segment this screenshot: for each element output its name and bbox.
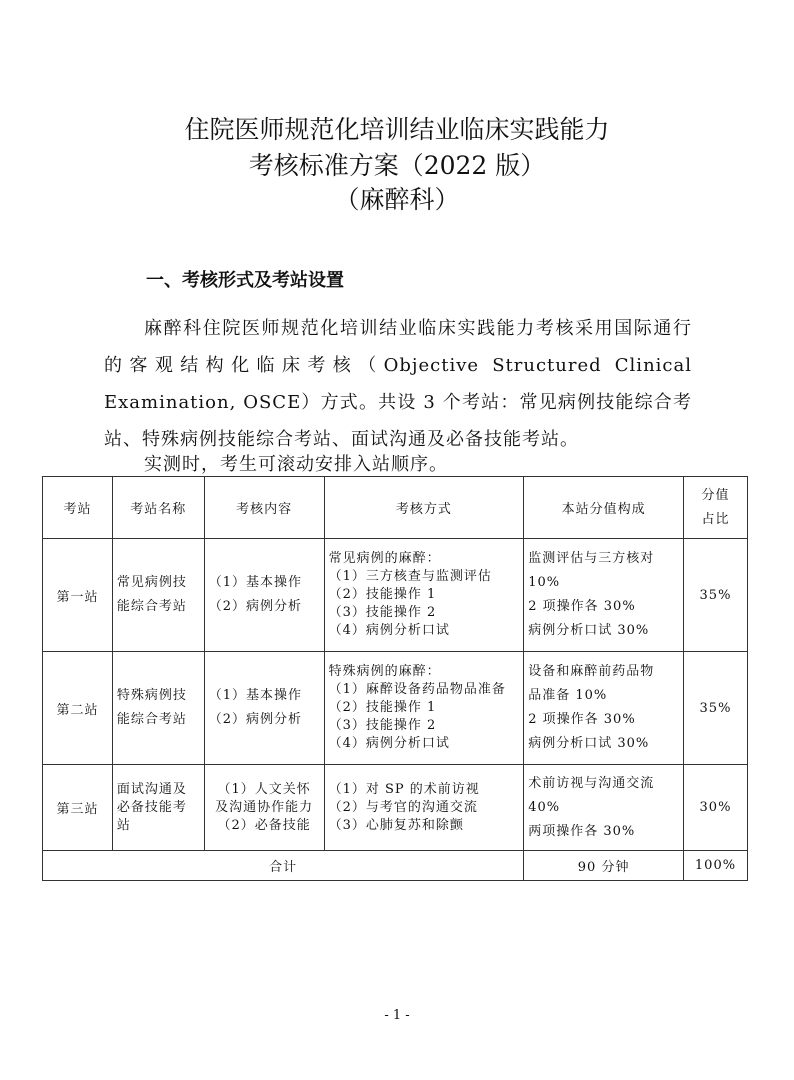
score-cell-line: 40% xyxy=(528,799,561,815)
score-cell-line: 设备和麻醉前药品物 xyxy=(528,664,655,679)
method-cell-line: （1）对 SP 的术前访视 xyxy=(328,781,480,797)
section-heading: 一、考核形式及考站设置 xyxy=(146,270,344,291)
header-method: 考核方式 xyxy=(324,477,524,539)
score-cell-line: 2 项操作各 30% xyxy=(528,712,636,727)
header-station-name: 考站名称 xyxy=(112,477,204,539)
document-title-line2: 考核标准方案（2022 版） xyxy=(248,151,546,180)
table-row xyxy=(43,539,748,652)
station-name-cell xyxy=(112,652,204,765)
content-cell-line: （1）人文关怀 xyxy=(217,781,311,797)
method-cell-line: 特殊病例的麻醉： xyxy=(328,664,441,679)
method-cell-line: 常见病例的麻醉： xyxy=(328,551,441,566)
score-cell xyxy=(524,652,684,765)
station-name-cell-line: 能综合考站 xyxy=(116,599,187,614)
content-cell-line: （2）必备技能 xyxy=(217,817,311,833)
station-cell: 第一站 xyxy=(43,539,113,652)
content-cell-line: （1）基本操作 xyxy=(208,688,303,703)
score-cell-line: 品准备 10% xyxy=(528,688,608,703)
score-cell-line: 10% xyxy=(528,575,561,590)
score-cell xyxy=(524,539,684,652)
table-row xyxy=(43,765,748,851)
method-cell-line: （1）三方核查与监测评估 xyxy=(328,569,492,584)
method-cell xyxy=(324,765,524,851)
table-row xyxy=(43,652,748,765)
score-cell-line: 监测评估与三方核对 xyxy=(528,551,655,566)
table-header-row xyxy=(43,477,748,539)
method-cell-line: （2）技能操作 1 xyxy=(328,587,437,602)
method-cell xyxy=(324,539,524,652)
content-cell-line: （1）基本操作 xyxy=(208,575,303,590)
score-cell-line: 两项操作各 30% xyxy=(528,823,636,839)
header-score-structure: 本站分值构成 xyxy=(524,477,684,539)
method-cell-line: （4）病例分析口试 xyxy=(328,623,450,638)
method-cell-line: （3）技能操作 2 xyxy=(328,718,437,733)
table-total-row xyxy=(43,851,748,881)
score-cell-line: 病例分析口试 30% xyxy=(528,623,650,638)
score-cell-line: 病例分析口试 30% xyxy=(528,736,650,751)
content-cell xyxy=(204,765,324,851)
method-cell-line: （3）心肺复苏和除颤 xyxy=(328,817,464,833)
score-cell-line: 术前访视与沟通交流 xyxy=(528,775,655,791)
station-name-cell-line: 站 xyxy=(116,817,131,833)
document-title-line1: 住院医师规范化培训结业临床实践能力 xyxy=(184,115,610,144)
score-cell-line: 2 项操作各 30% xyxy=(528,599,636,614)
content-cell xyxy=(204,652,324,765)
weight-cell: 35% xyxy=(683,539,747,652)
content-cell-line: （2）病例分析 xyxy=(208,712,303,727)
station-name-cell-line: 面试沟通及 xyxy=(116,781,187,797)
order-paragraph: 实测时，考生可滚动安排入站顺序。 xyxy=(144,454,448,475)
header-station: 考站 xyxy=(43,477,113,539)
station-name-cell-line: 特殊病例技 xyxy=(116,688,187,703)
weight-cell: 30% xyxy=(683,765,747,851)
total-weight: 100% xyxy=(683,851,747,881)
weight-cell: 35% xyxy=(683,652,747,765)
content-cell xyxy=(204,539,324,652)
total-label: 合计 xyxy=(43,851,524,881)
station-cell: 第三站 xyxy=(43,765,113,851)
station-name-cell-line: 常见病例技 xyxy=(116,575,187,590)
station-cell: 第二站 xyxy=(43,652,113,765)
total-time: 90 分钟 xyxy=(524,851,684,881)
header-content: 考核内容 xyxy=(204,477,324,539)
method-cell-line: （2）与考官的沟通交流 xyxy=(328,799,478,815)
station-name-cell xyxy=(112,765,204,851)
method-cell-line: （4）病例分析口试 xyxy=(328,736,450,751)
header-weight: 分值 占比 xyxy=(683,477,747,539)
page-number: - 1 - xyxy=(384,1008,410,1023)
content-cell-line: （2）病例分析 xyxy=(208,599,303,614)
intro-paragraph: 麻醉科住院医师规范化培训结业临床实践能力考核采用国际通行的客观结构化临床考核（Objective Structured Clinical Examination, OSCE）方式。共设 3 个考站：常见病例技能综合考站、特殊病例技能综合考站、面试沟通及必备技能考站。 xyxy=(104,318,692,450)
station-name-cell-line: 必备技能考 xyxy=(116,799,187,815)
document-subtitle: （麻醉科） xyxy=(334,185,460,214)
method-cell xyxy=(324,652,524,765)
score-cell xyxy=(524,765,684,851)
station-name-cell-line: 能综合考站 xyxy=(116,712,187,727)
content-cell-line: 及沟通协作能力 xyxy=(215,799,314,815)
station-table xyxy=(42,476,748,881)
method-cell-line: （1）麻醉设备药品物品准备 xyxy=(328,682,506,697)
station-name-cell xyxy=(112,539,204,652)
method-cell-line: （3）技能操作 2 xyxy=(328,605,437,620)
method-cell-line: （2）技能操作 1 xyxy=(328,700,437,715)
